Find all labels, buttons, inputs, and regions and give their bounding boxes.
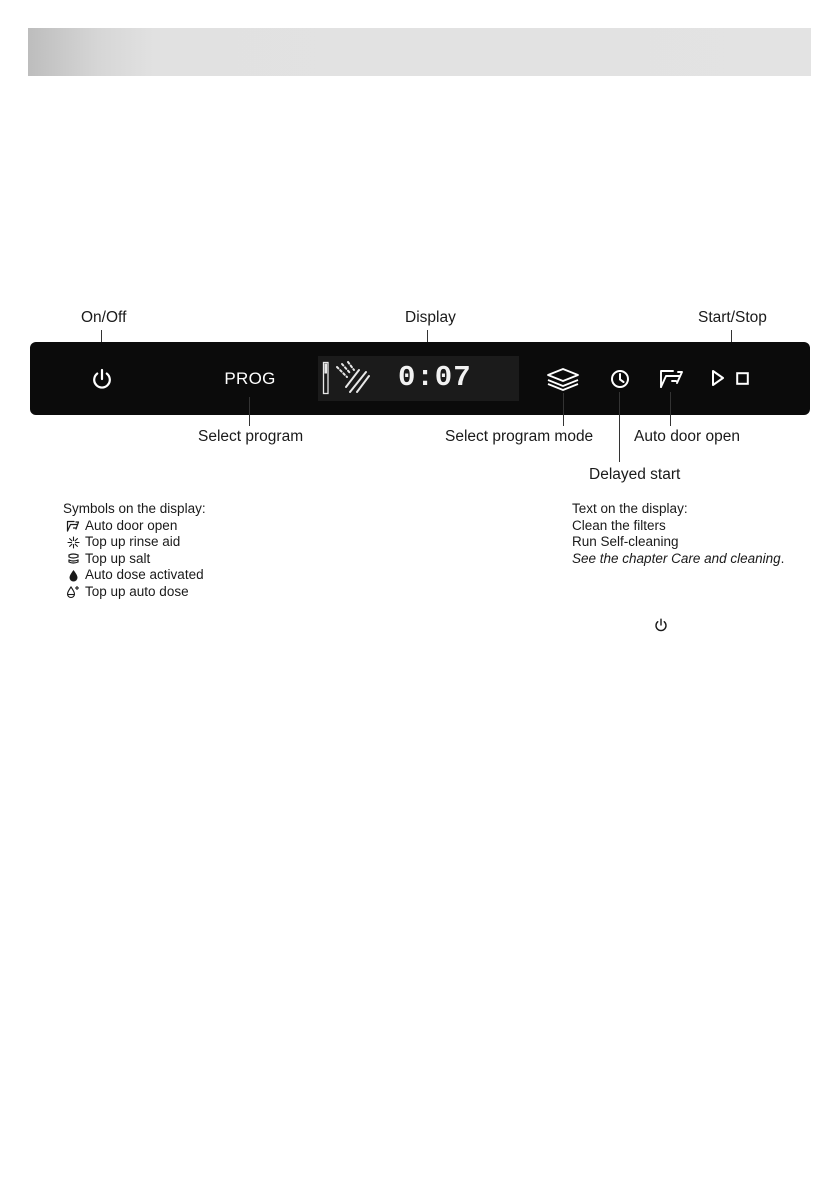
display-text-line: Run Self-cleaning [572,534,679,549]
legend-label: Top up salt [85,550,151,566]
legend-label: Top up auto dose [85,583,189,599]
power-icon[interactable] [91,368,113,390]
progress-bar-icon [322,361,330,395]
power-icon [654,618,668,632]
care-cleaning-reference: See the chapter Care and cleaning [572,550,781,566]
top-up-auto-dose-icon [66,585,81,599]
legend-item [63,584,206,601]
rinse-aid-icon [67,536,80,549]
callout-line-delayed-start [619,392,620,462]
legend-label: Auto door open [85,517,178,533]
label-delayed-start: Delayed start [589,466,681,483]
auto-door-open-icon[interactable] [657,367,685,389]
note-period: . [780,550,785,566]
display-text-line: Clean the filters [572,517,666,533]
spray-arm-icon [334,361,370,395]
label-start-stop: Start/Stop [698,309,767,326]
auto-door-open-icon [66,520,80,532]
callout-line-program-mode [563,393,564,426]
salt-icon [67,552,80,565]
legend-item [63,551,206,568]
play-icon[interactable] [711,369,725,387]
label-on-off: On/Off [81,309,127,326]
symbols-heading: Symbols on the display: [63,501,206,516]
display-time: 0:07 [398,361,472,394]
display-text-legend [572,501,784,567]
stop-icon[interactable] [736,372,749,385]
label-display: Display [405,309,456,326]
display-text-heading: Text on the display: [572,501,688,516]
legend-item [63,567,206,584]
program-mode-icon[interactable] [546,367,580,391]
legend-item [63,518,206,535]
label-select-program-mode: Select program mode [445,428,594,445]
callout-line-auto-door [670,392,671,426]
clock-icon[interactable] [609,368,631,390]
callout-line-select-program [249,397,250,426]
prog-button[interactable]: PROG [224,369,276,388]
label-auto-door-open: Auto door open [634,428,741,445]
symbols-legend [63,501,206,600]
care-cleaning-note [572,551,784,568]
label-select-program: Select program [198,428,304,445]
legend-label: Top up rinse aid [85,534,181,549]
legend-item [63,534,206,551]
header-bar [28,28,811,76]
legend-label: Auto dose activated [85,567,204,582]
auto-dose-drop-icon [68,569,79,582]
